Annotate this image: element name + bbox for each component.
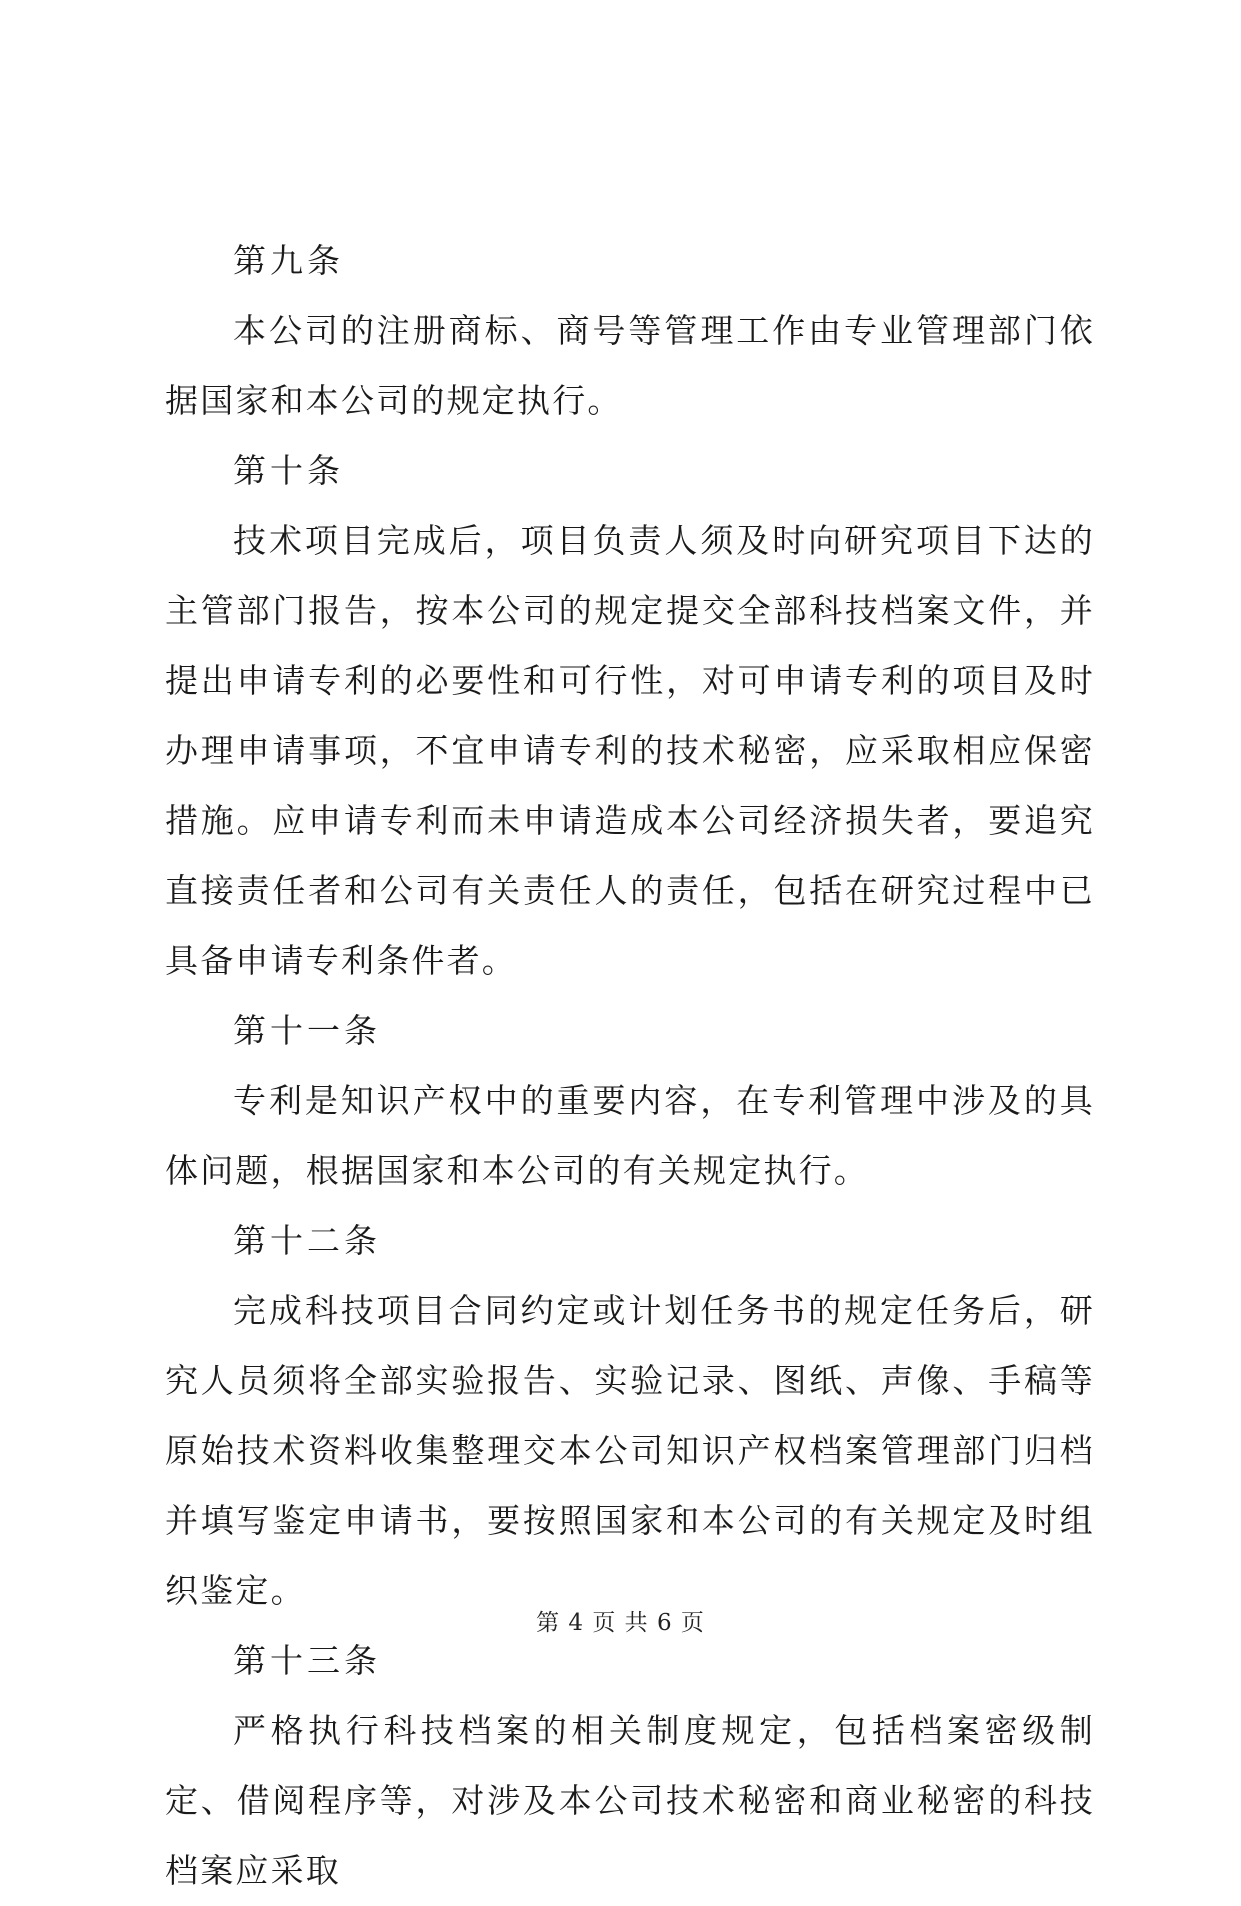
article-13-text: 严格执行科技档案的相关制度规定，包括档案密级制定、借阅程序等，对涉及本公司技术秘密和商业秘密的科技档案应采取 — [165, 1711, 1095, 1890]
page-footer — [0, 1604, 1241, 1637]
article-10-text: 技术项目完成后，项目负责人须及时向研究项目下达的主管部门报告，按本公司的规定提交全部科技档案文件，并提出申请专利的必要性和可行性，对可申请专利的项目及时办理申请事项，不宜申请专利的技术秘密，应采取相应保密措施。应申请专利而未申请造成本公司经济损失者，要追究直接责任者和公司有关责任人的责任，包括在研究过程中已具备申请专利条件者。 — [165, 521, 1095, 980]
page-indicator: 第 4 页 共 6 页 — [536, 1610, 705, 1636]
article-9-heading: 第九条 — [233, 241, 344, 280]
article-11-heading: 第十一条 — [233, 1011, 381, 1050]
document-body — [165, 226, 1095, 1906]
article-12-text: 完成科技项目合同约定或计划任务书的规定任务后，研究人员须将全部实验报告、实验记录、图纸、声像、手稿等原始技术资料收集整理交本公司知识产权档案管理部门归档并填写鉴定申请书，要按照国家和本公司的有关规定及时组织鉴定。 — [165, 1291, 1095, 1610]
article-9-text: 本公司的注册商标、商号等管理工作由专业管理部门依据国家和本公司的规定执行。 — [165, 311, 1095, 420]
article-12-heading: 第十二条 — [233, 1221, 381, 1260]
article-13-heading: 第十三条 — [233, 1641, 381, 1680]
article-10-heading: 第十条 — [233, 451, 344, 490]
article-11-text: 专利是知识产权中的重要内容，在专利管理中涉及的具体问题，根据国家和本公司的有关规定执行。 — [165, 1081, 1095, 1190]
